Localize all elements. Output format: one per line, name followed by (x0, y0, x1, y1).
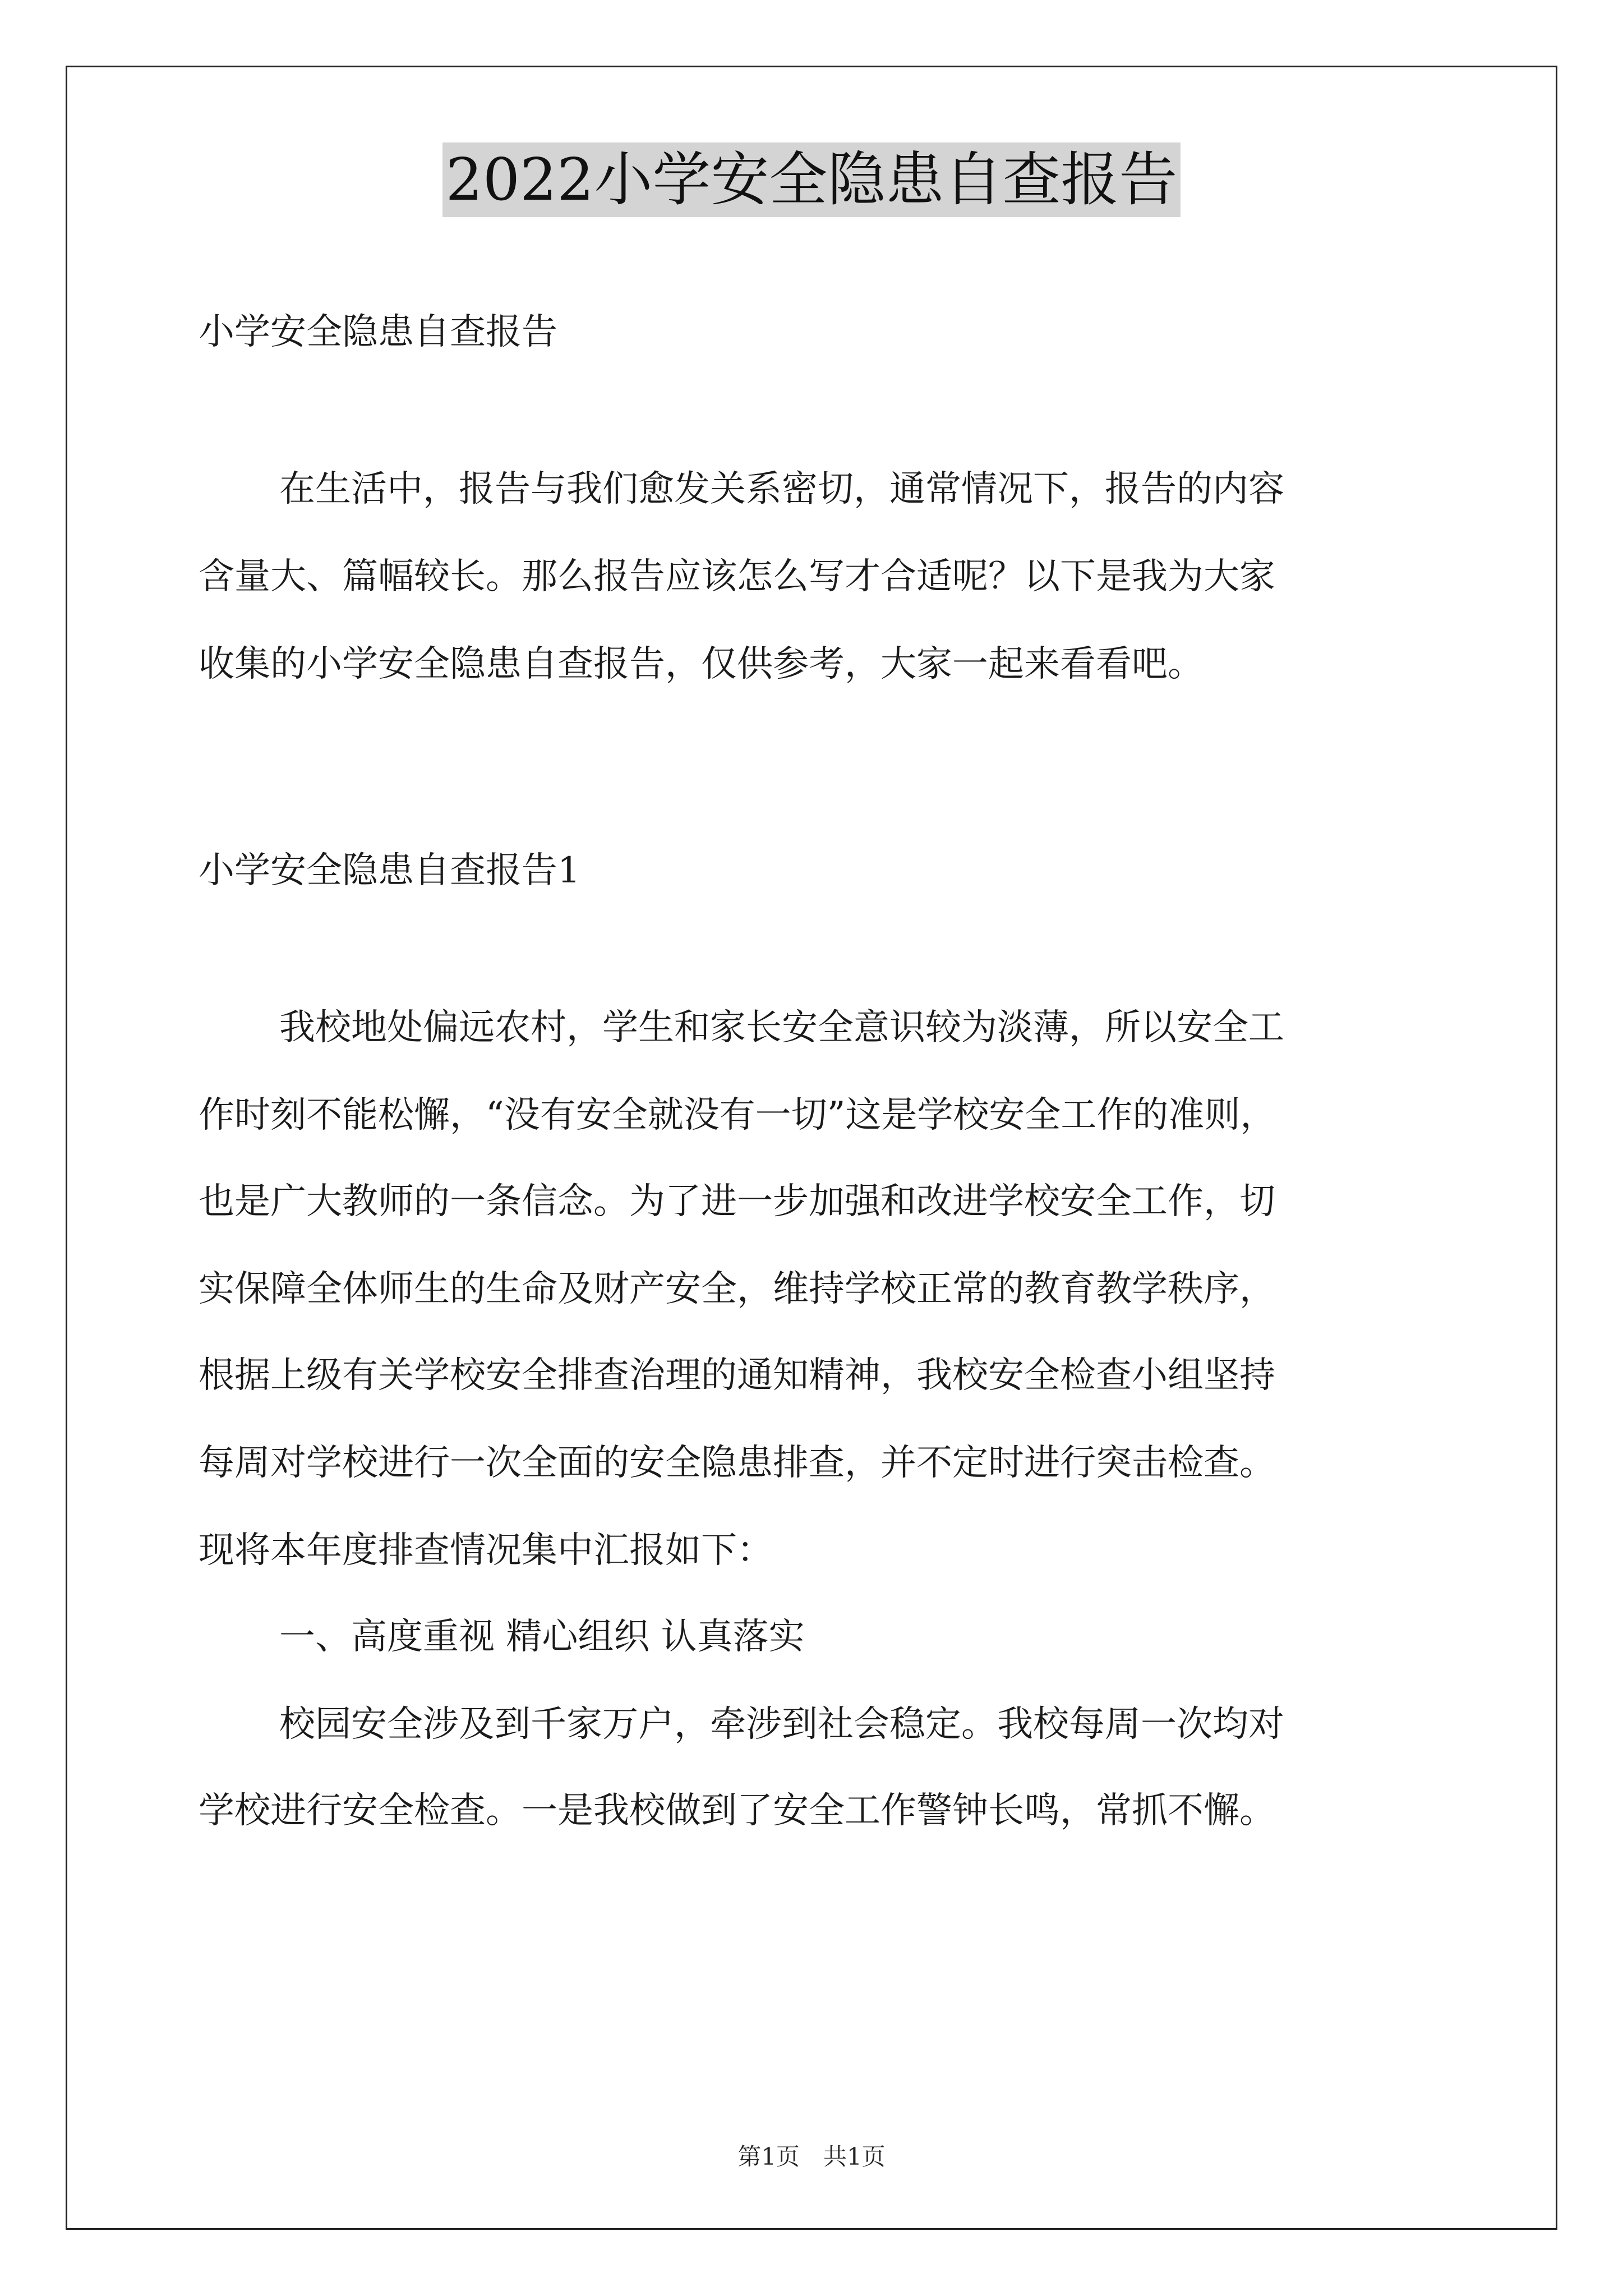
body-line-7: 现将本年度排查情况集中汇报如下： (199, 1530, 773, 1571)
body-line-8: 一、高度重视 精心组织 认真落实 (279, 1616, 805, 1658)
body-line-3: 也是广大教师的一条信念。为了进一步加强和改进学校安全工作，切 (199, 1181, 1275, 1222)
page-border (66, 66, 1557, 2230)
body-line-10: 学校进行安全检查。一是我校做到了安全工作警钟长鸣，常抓不懈。 (199, 1790, 1275, 1832)
body-line-5: 根据上级有关学校安全排查治理的通知精神，我校安全检查小组坚持 (199, 1355, 1275, 1396)
intro-line-2: 含量大、篇幅较长。那么报告应该怎么写才合适呢？以下是我为大家 (199, 556, 1275, 597)
intro-line-3: 收集的小学安全隐患自查报告，仅供参考，大家一起来看看吧。 (199, 643, 1204, 685)
subtitle: 小学安全隐患自查报告 (199, 311, 557, 353)
title-container (0, 142, 1623, 217)
page-footer: 第1页 共1页 (737, 2143, 886, 2170)
intro-line-1: 在生活中，报告与我们愈发关系密切，通常情况下，报告的内容 (279, 468, 1284, 510)
section-heading: 小学安全隐患自查报告1 (199, 850, 580, 891)
body-line-9: 校园安全涉及到千家万户，牵涉到社会稳定。我校每周一次均对 (279, 1704, 1284, 1745)
body-line-1: 我校地处偏远农村，学生和家长安全意识较为淡薄，所以安全工 (279, 1007, 1284, 1048)
body-line-2: 作时刻不能松懈，“没有安全就没有一切”这是学校安全工作的准则， (199, 1094, 1276, 1136)
document-title: 2022小学安全隐患自查报告 (442, 142, 1181, 217)
body-line-6: 每周对学校进行一次全面的安全隐患排查，并不定时进行突击检查。 (199, 1442, 1275, 1484)
body-line-4: 实保障全体师生的生命及财产安全，维持学校正常的教育教学秩序， (199, 1268, 1275, 1310)
